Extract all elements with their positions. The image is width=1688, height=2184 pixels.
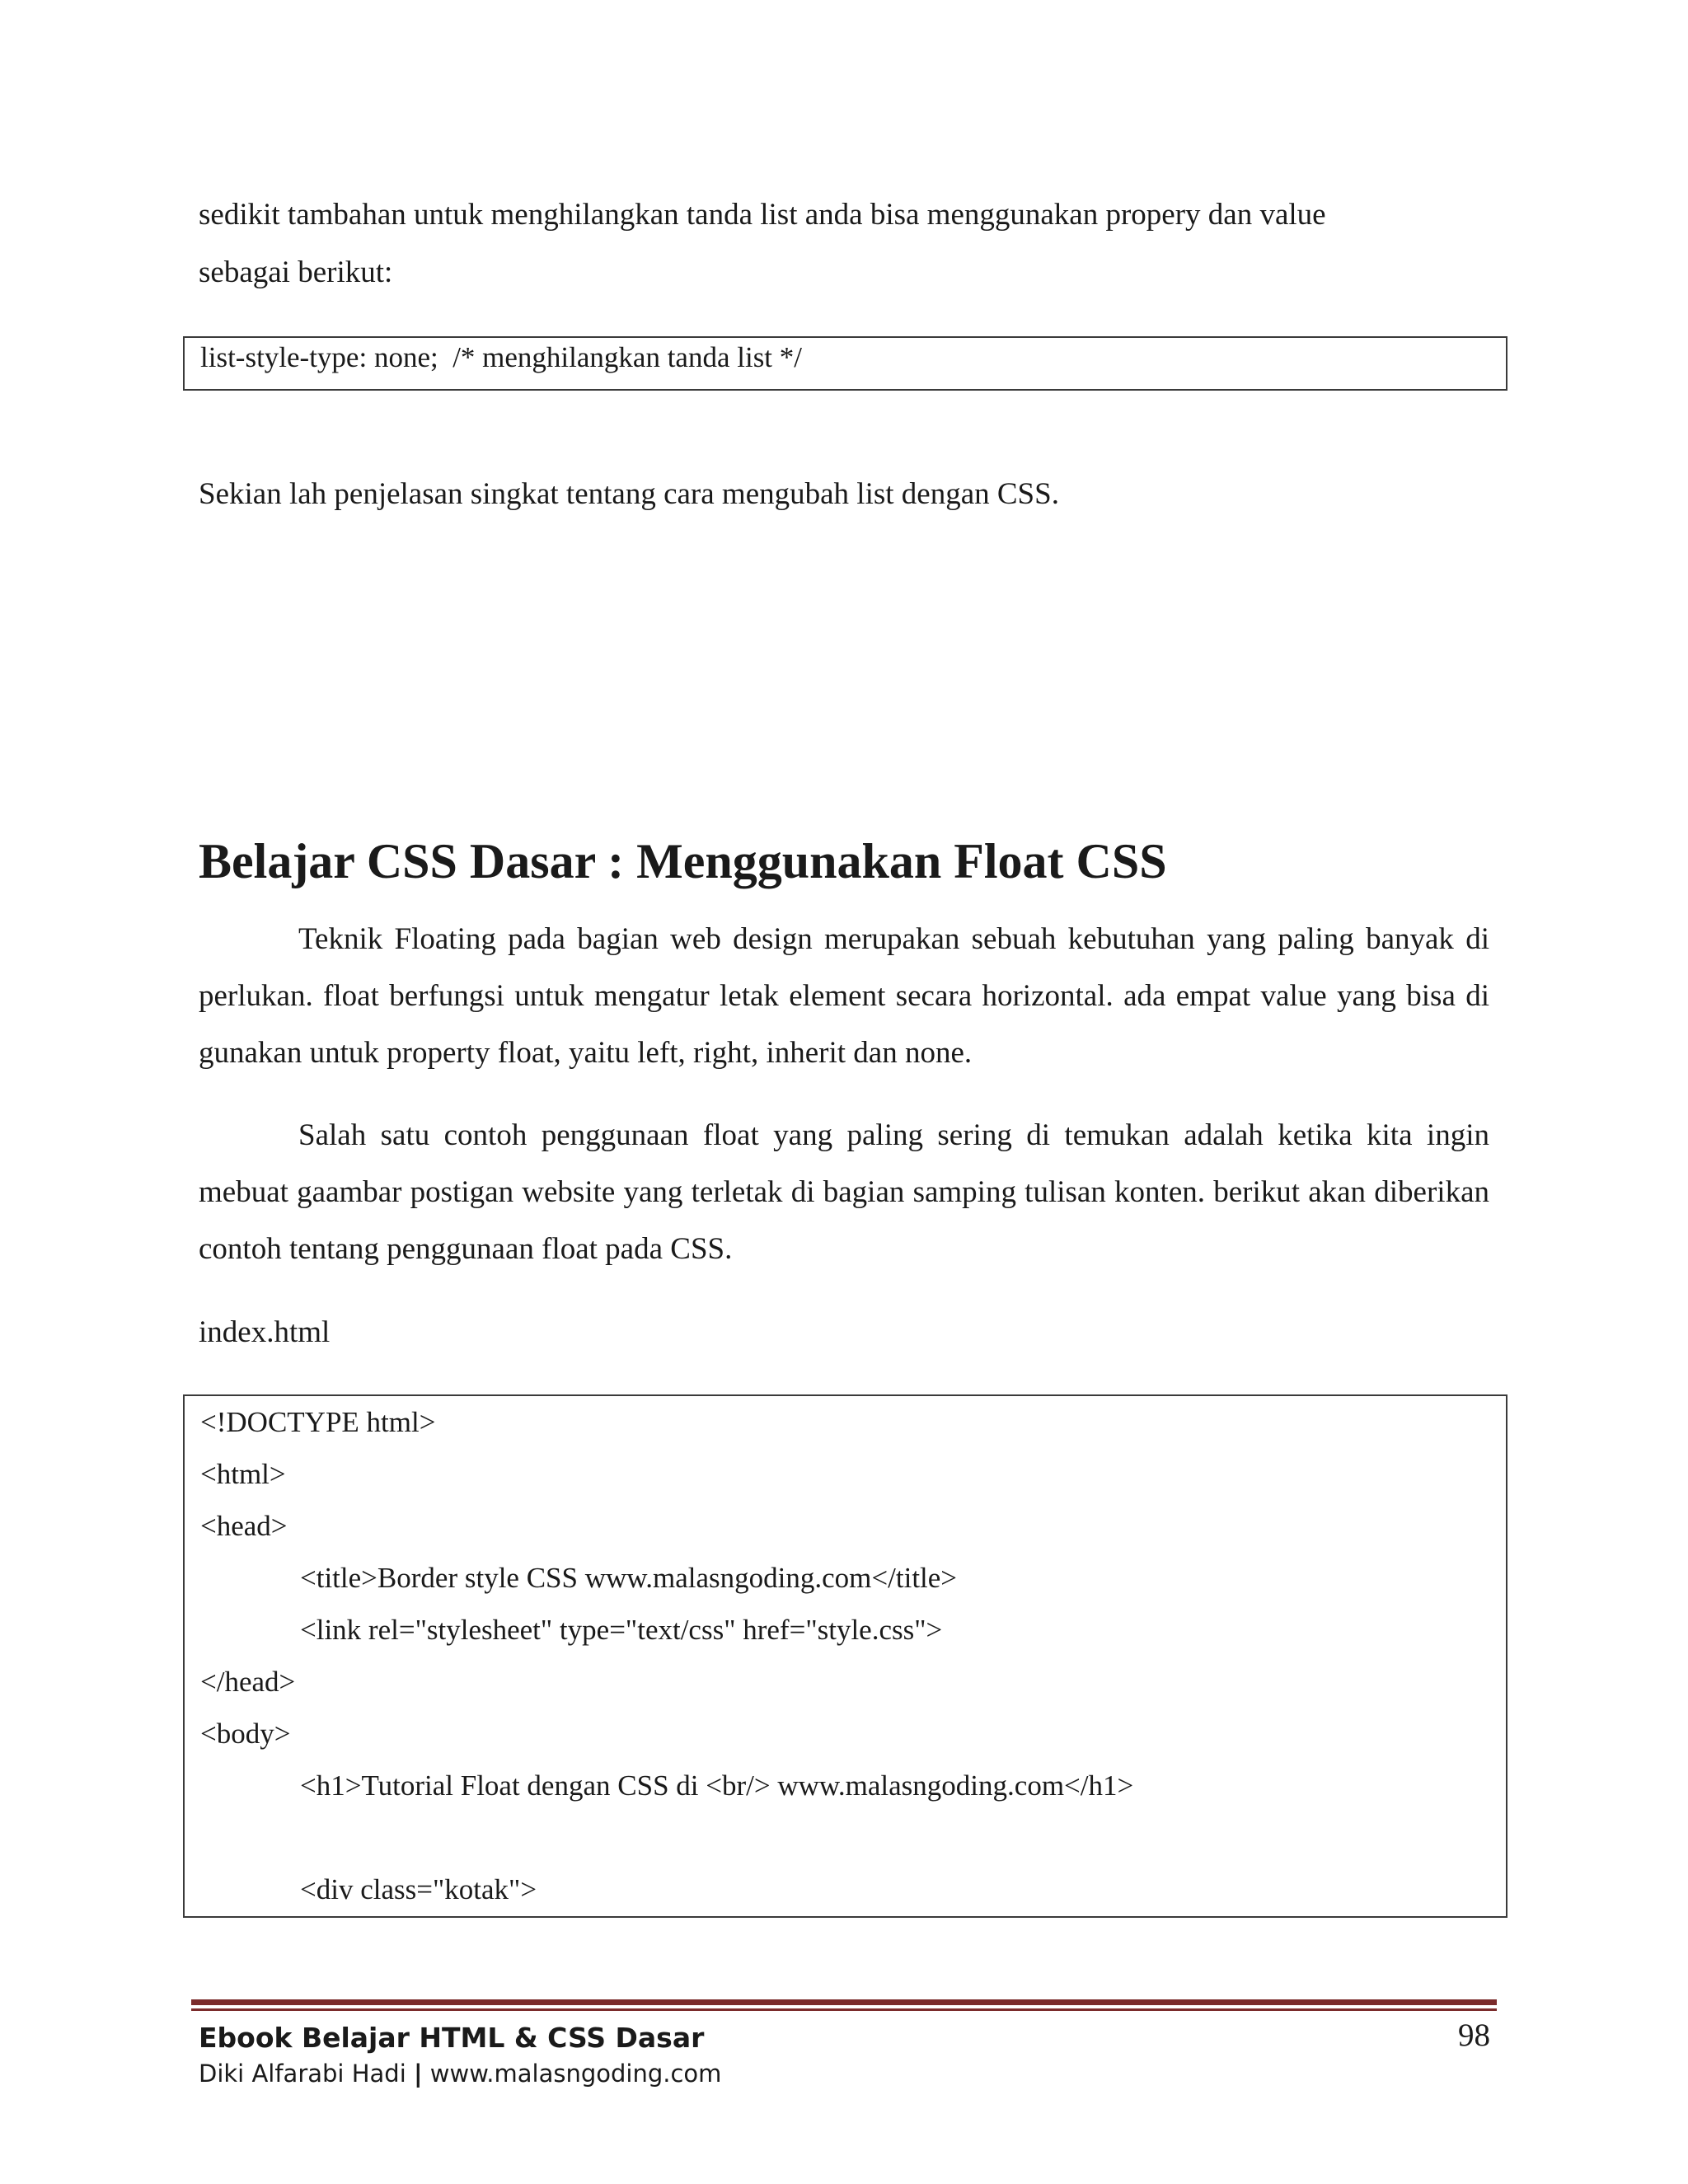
code-box-list-style [183,336,1507,391]
code-line [185,1811,1506,1863]
code-line: <div class="kotak"> [300,1873,537,1905]
code-line: <body> [200,1718,291,1750]
page-number: 98 [1458,2018,1490,2053]
paragraph-float-example: Salah satu contoh penggunaan float yang paling sering di temukan adalah ketika kita ingin mebuat gaambar postigan website yang terletak di bagian samping tulisan konten. berikut akan diberikan contoh tentang penggunaan float pada CSS. [199,1118,1489,1266]
filename-label: index.html [199,1315,331,1349]
code-line: <link rel="stylesheet" type="text/css" href="style.css"> [300,1614,943,1646]
code-box-index-html [183,1394,1507,1918]
footer-book-title: Ebook Belajar HTML & CSS Dasar [199,2022,705,2054]
code-line: </head> [200,1666,296,1698]
footer-divider-thin [191,2008,1497,2011]
intro-line-1: sedikit tambahan untuk menghilangkan tanda list anda bisa menggunakan propery dan value [199,198,1326,232]
paragraph-float-intro: Teknik Floating pada bagian web design merupakan sebuah kebutuhan yang paling banyak di perlukan. float berfungsi untuk mengatur letak element secara horizontal. ada empat value yang bisa di gunakan untuk property float, yaitu left, right, inherit dan none. [199,922,1489,1070]
code-line: <head> [200,1510,288,1542]
footer-author: Diki Alfarabi Hadi [199,2060,406,2088]
intro-line-2: sebagai berikut: [199,255,393,289]
code-line: <!DOCTYPE html> [200,1406,436,1438]
footer-divider-thick [191,1999,1497,2005]
code-line: <html> [200,1458,286,1490]
footer-separator: | [413,2060,423,2088]
footer-author-line [199,2057,721,2090]
section-title: Belajar CSS Dasar : Menggunakan Float CSS [199,834,1167,888]
footer-website: www.malasngoding.com [429,2060,722,2088]
code-line: list-style-type: none; /* menghilangkan tanda list */ [200,341,803,373]
code-line: <title>Border style CSS www.malasngoding.com</title> [300,1562,958,1594]
closing-sentence: Sekian lah penjelasan singkat tentang cara mengubah list dengan CSS. [199,477,1059,511]
code-line: <h1>Tutorial Float dengan CSS di <br/> www.malasngoding.com</h1> [300,1769,1134,1802]
